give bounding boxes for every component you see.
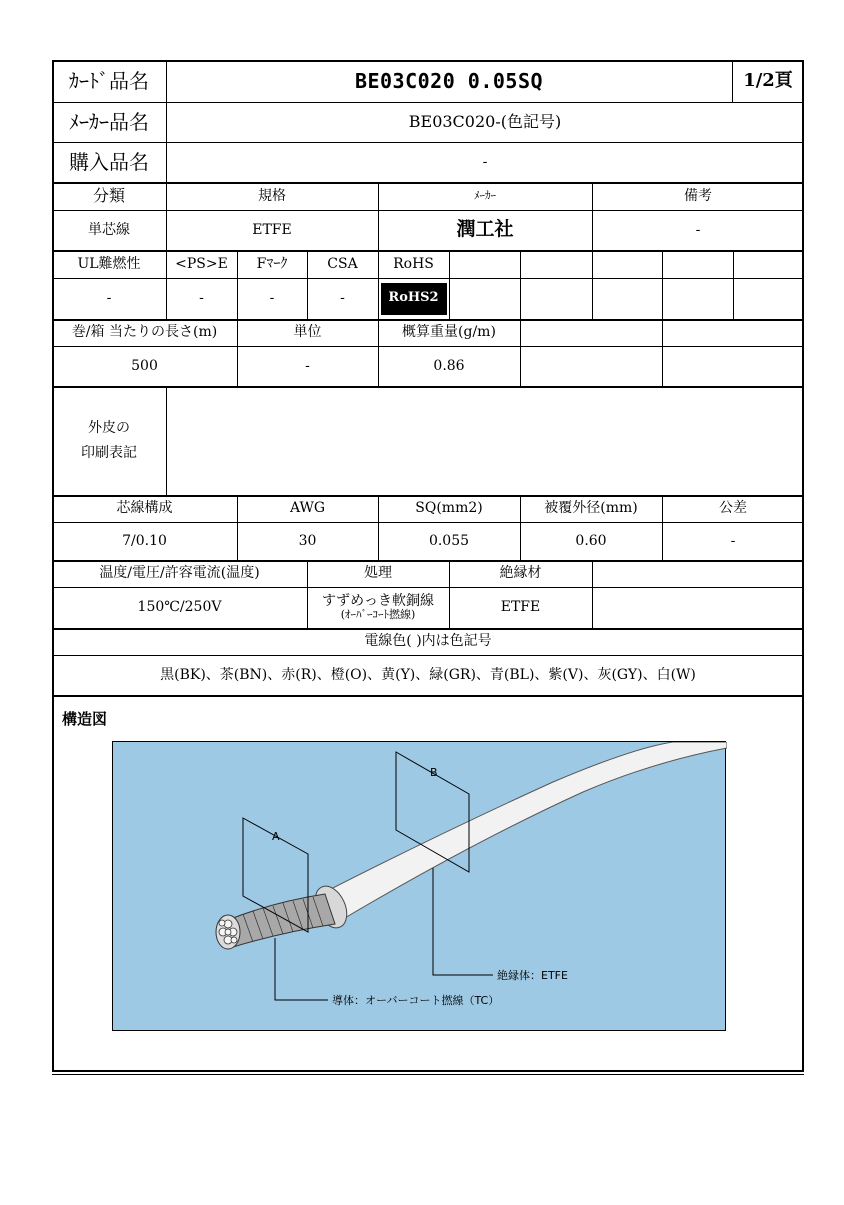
- unit-header: 単位: [293, 324, 322, 341]
- ul-header: UL難燃性: [77, 255, 141, 272]
- print-marking-value: [166, 386, 804, 495]
- structure-diagram: [112, 741, 726, 1031]
- csa-value: -: [340, 290, 345, 307]
- stranding-header: 芯線構成: [116, 500, 173, 517]
- maker-part-label: ﾒｰｶｰ品名: [69, 109, 149, 134]
- insulation-value: ETFE: [500, 599, 541, 616]
- conductor-callout: 導体：オーバーコート撚線（TC）: [332, 994, 500, 1007]
- fmark-header: Fﾏｰｸ: [256, 255, 288, 272]
- length-value: 500: [131, 357, 158, 374]
- sq-value: 0.055: [428, 532, 470, 549]
- classification-header: 分類: [92, 185, 125, 205]
- conductor-body: [228, 894, 335, 947]
- plane-a-label: A: [272, 830, 280, 843]
- treatment-line2: (ｵｰﾊﾞｰｺｰﾄ撚線): [340, 608, 416, 622]
- rohs-header: RoHS: [393, 255, 434, 272]
- tolerance-value: -: [730, 532, 736, 549]
- standard-header: 規格: [258, 187, 286, 204]
- fmark-value: -: [269, 290, 275, 307]
- awg-header: AWG: [289, 500, 326, 517]
- insulation-callout: 絶縁体：ETFE: [497, 969, 568, 982]
- conductor-leader: [275, 938, 328, 1000]
- print-marking-label: [52, 386, 166, 495]
- rohs2-badge: RoHS2: [381, 283, 447, 315]
- treatment-line1: すずめっき軟銅線: [322, 593, 434, 610]
- stranding-value: 7/0.10: [122, 532, 167, 549]
- insulation-body: [325, 742, 727, 922]
- card-name-label: ｶｰﾄﾞ品名: [69, 68, 149, 93]
- wire-colors-list: 黒(BK)、茶(BN)、赤(R)、橙(O)、黄(Y)、緑(GR)、青(BL)、紫(V)、灰(GY)、白(W): [160, 666, 696, 683]
- pse-value: -: [199, 290, 204, 307]
- weight-header: 概算重量(g/m): [402, 324, 496, 341]
- weight-value: 0.86: [433, 357, 465, 374]
- ul-value: -: [106, 290, 112, 307]
- page-indicator: 1/2頁: [743, 69, 793, 91]
- sq-header: SQ(mm2): [415, 500, 483, 517]
- rohs-value: [378, 278, 449, 319]
- plane-b-label: B: [430, 766, 438, 779]
- treatment-value: [307, 587, 449, 628]
- maker-part-value: BE03C020-(色記号): [408, 111, 562, 131]
- csa-header: CSA: [327, 255, 358, 272]
- pse-header: <PS>E: [175, 255, 228, 272]
- maker-value: 潤工社: [456, 218, 514, 241]
- insulation-leader: [433, 868, 493, 975]
- remarks-value: -: [695, 221, 701, 238]
- outer-diameter-header: 被覆外径(mm): [544, 500, 638, 517]
- insulation-header: 絶縁材: [499, 565, 542, 582]
- structure-title: 構造図: [62, 710, 108, 728]
- rating-header: 温度/電圧/許容電流(温度): [99, 565, 260, 582]
- card-name-value: BE03C020 0.05SQ: [354, 68, 544, 93]
- awg-value: 30: [298, 532, 317, 549]
- wire-colors-header: 電線色( )内は色記号: [364, 633, 492, 650]
- treatment-header: 処理: [364, 565, 392, 582]
- remarks-header: 備考: [684, 187, 712, 204]
- purchase-name-label: 購入品名: [69, 149, 149, 174]
- print-marking-line1: 外皮の: [88, 420, 130, 437]
- cable-illustration: [113, 742, 727, 1032]
- outer-diameter-value: 0.60: [575, 532, 607, 549]
- purchase-name-value: -: [482, 153, 488, 170]
- print-marking-line2: 印刷表記: [81, 444, 137, 461]
- maker-header: ﾒｰｶｰ: [474, 188, 496, 202]
- classification-value: 単芯線: [88, 221, 130, 238]
- length-header: 巻/箱 当たりの長さ(m): [71, 324, 218, 341]
- tolerance-header: 公差: [719, 500, 747, 517]
- unit-value: -: [305, 357, 310, 374]
- bottom-rule: [52, 1074, 804, 1075]
- standard-value: ETFE: [252, 221, 292, 238]
- rating-value: 150℃/250V: [137, 599, 222, 616]
